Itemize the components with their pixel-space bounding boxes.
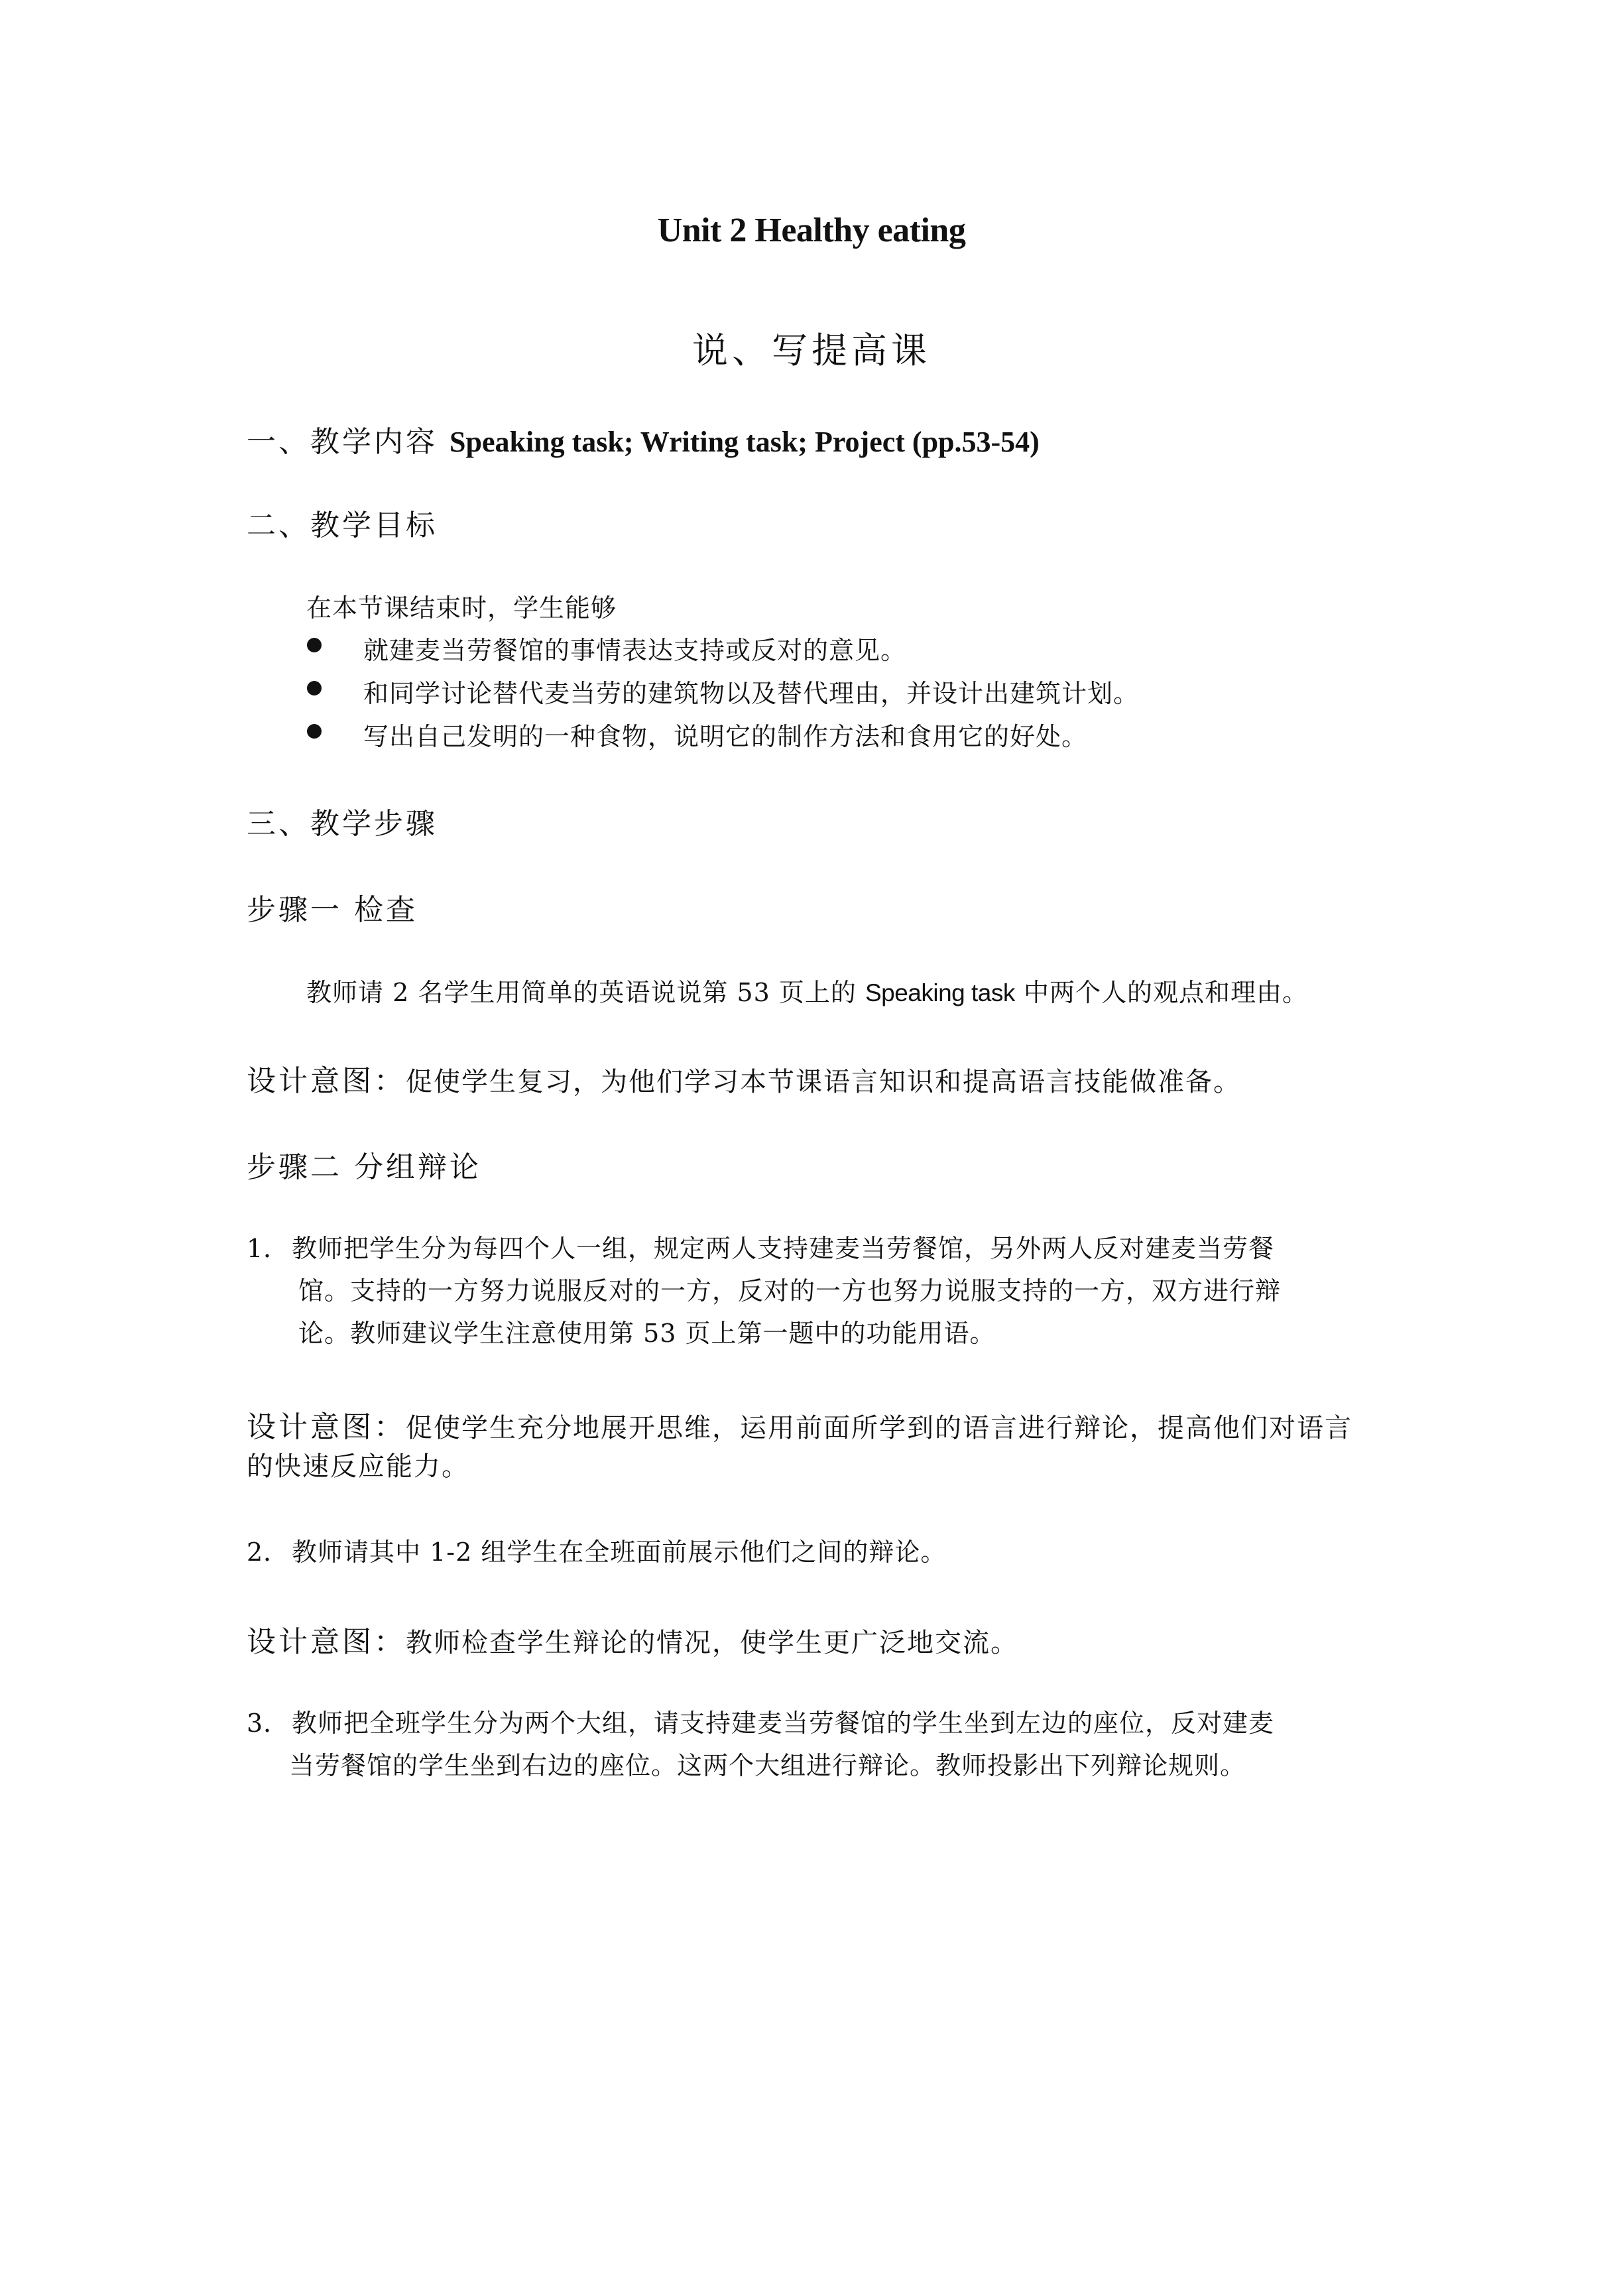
- section-content: Speaking task; Writing task; Project (pp.53-54): [450, 426, 1040, 458]
- step1-text-english: Speaking task: [865, 979, 1015, 1006]
- document-subtitle: 说、写提高课: [692, 330, 931, 371]
- section-teaching-goals: 二、教学目标: [247, 509, 438, 542]
- step2-title: 步骤二 分组辩论: [247, 1150, 481, 1184]
- goal-item: 就建麦当劳餐馆的事情表达支持或反对的意见。: [363, 636, 907, 665]
- goal-item: 和同学讨论替代麦当劳的建筑物以及替代理由，并设计出建筑计划。: [363, 679, 1140, 708]
- step1-text-part: 中两个人的观点和理由。: [1023, 978, 1308, 1007]
- step1-title: 步骤一 检查: [247, 893, 418, 927]
- section-label: 一、教学内容: [247, 425, 438, 459]
- goals-intro: 在本节课结束时，学生能够: [306, 593, 617, 623]
- document-title: Unit 2 Healthy eating: [657, 211, 966, 249]
- step2-design-intent-1: [247, 1403, 1352, 1445]
- bullet-icon: [307, 638, 322, 652]
- step2-item2: 教师请其中 1-2 组学生在全班面前展示他们之间的辩论。: [292, 1538, 947, 1567]
- list-number: 3．: [247, 1709, 290, 1738]
- step1-text-part: 教师请 2 名学生用简单的英语说说第 53 页上的: [306, 978, 857, 1007]
- design-intent-label: 设计意图：: [247, 1410, 406, 1444]
- list-number: 1．: [247, 1234, 290, 1263]
- step2-item3-line: 教师把全班学生分为两个大组，请支持建麦当劳餐馆的学生坐到左边的座位，反对建麦: [292, 1709, 1275, 1738]
- section-teaching-steps: 三、教学步骤: [247, 807, 438, 841]
- step2-design-intent-2: [247, 1618, 1018, 1660]
- step2-item1-line: 馆。支持的一方努力说服反对的一方，反对的一方也努力说服支持的一方，双方进行辩: [298, 1276, 1282, 1305]
- list-number: 2．: [247, 1538, 290, 1567]
- step2-design-intent-1-cont: 的快速反应能力。: [247, 1451, 469, 1482]
- design-intent-text: 促使学生复习，为他们学习本节课语言知识和提高语言技能做准备。: [406, 1067, 1241, 1097]
- bullet-icon: [307, 724, 322, 739]
- step1-text: [306, 972, 1308, 1008]
- step1-design-intent: [247, 1057, 1241, 1099]
- design-intent-text: 促使学生充分地展开思维，运用前面所学到的语言进行辩论，提高他们对语言: [406, 1413, 1352, 1443]
- goal-item: 写出自己发明的一种食物，说明它的制作方法和食用它的好处。: [363, 722, 1088, 751]
- step2-item3-line: 当劳餐馆的学生坐到右边的座位。这两个大组进行辩论。教师投影出下列辩论规则。: [289, 1751, 1246, 1780]
- bullet-icon: [307, 681, 322, 695]
- design-intent-label: 设计意图：: [247, 1064, 406, 1098]
- step2-item1-line: 论。教师建议学生注意使用第 53 页上第一题中的功能用语。: [298, 1319, 996, 1348]
- design-intent-text: 教师检查学生辩论的情况，使学生更广泛地交流。: [406, 1628, 1018, 1658]
- section-teaching-content: [247, 418, 1040, 460]
- step2-item1-line: 教师把学生分为每四个人一组，规定两人支持建麦当劳餐馆，另外两人反对建麦当劳餐: [292, 1234, 1275, 1263]
- design-intent-label: 设计意图：: [247, 1625, 406, 1659]
